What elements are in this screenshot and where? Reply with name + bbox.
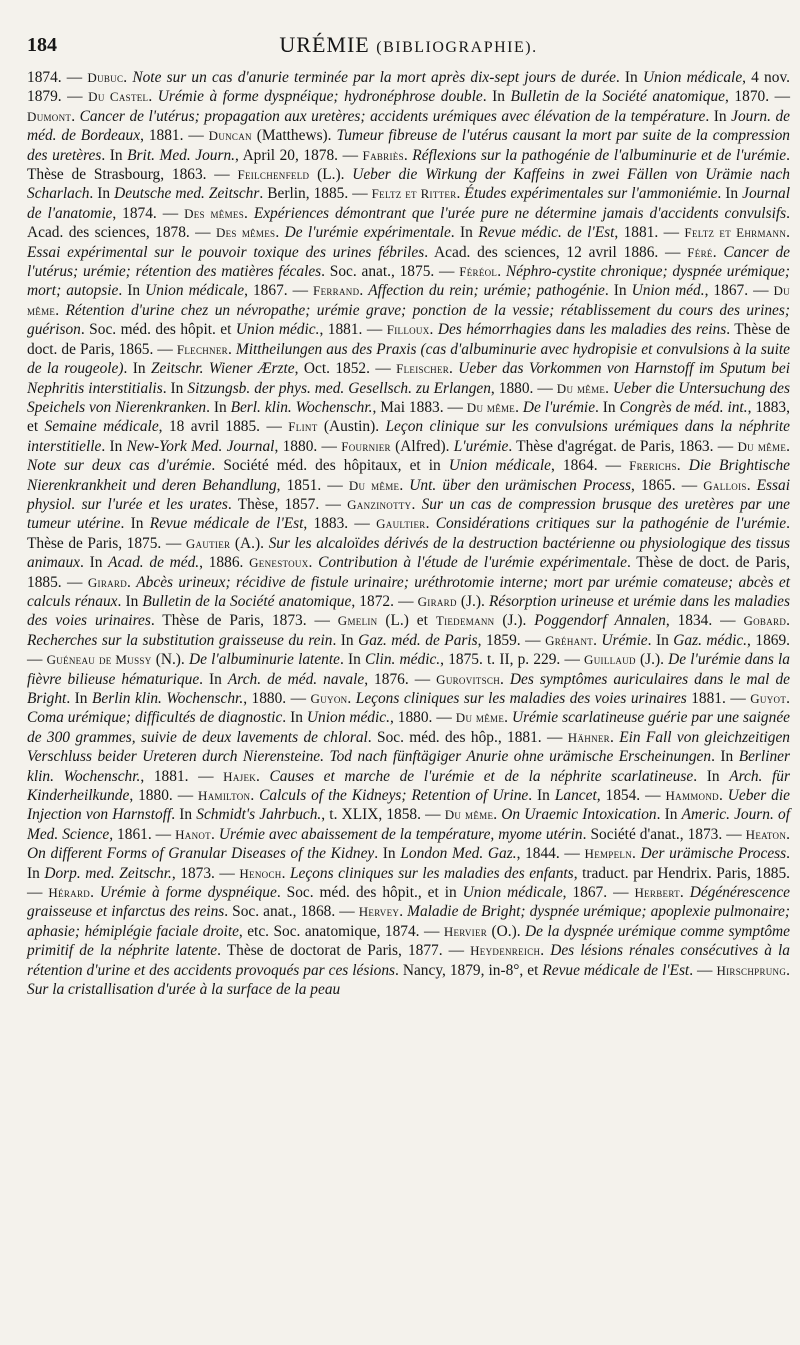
author-name: Gobard: [743, 613, 787, 629]
citation-text: , 1851. —: [276, 476, 349, 494]
citation-text: . In: [117, 592, 143, 610]
work-title: Sur les alcaloïdes dérivés de la destruction bactérienne ou physiologique des tissus animaux: [27, 534, 791, 572]
citation-text: .: [676, 457, 689, 475]
citation-text: .: [281, 864, 290, 882]
work-title: London Med. Gaz.: [400, 845, 517, 863]
work-title: Die Brightische Nierenkrankheit und deren Behandlung: [27, 457, 791, 494]
work-title: Revue médicale de l'Est: [149, 515, 304, 533]
author-name: Du même: [466, 399, 516, 415]
citation-text: , 1872. —: [351, 592, 418, 610]
citation-text: .: [540, 942, 551, 960]
author-name: Fournier: [341, 438, 391, 454]
citation-text: .: [786, 825, 791, 843]
citation-text: (Matthews).: [251, 127, 337, 145]
citation-text: .: [148, 88, 158, 106]
author-name: Du même: [455, 710, 505, 726]
work-title: On Uraemic Intoxication: [501, 806, 657, 824]
citation-text: , 1875. t. II, p. 229. —: [440, 651, 585, 669]
author-name: Du même: [27, 283, 790, 318]
citation-text: .: [786, 690, 790, 707]
author-name: Du même: [556, 380, 606, 396]
work-title: Des hémorrhagies dans les maladies des reins: [437, 321, 727, 339]
work-title: Sur la cristallisation d'urée à la surface de la peau: [27, 981, 341, 999]
citation-text: , 18 avril 1885. —: [158, 418, 289, 436]
work-title: Réflexions sur la pathogénie de l'albuminurie et de l'urémie: [412, 146, 787, 164]
citation-text: , 1865. —: [631, 476, 704, 494]
work-title: Dorp. med. Zeitschr.: [44, 864, 172, 882]
work-title: Acad. de méd.: [108, 554, 200, 572]
citation-text: . Société méd. des hôpitaux, et in: [211, 457, 449, 475]
work-title: Urémie scarlatineuse guérie par une saignée de 300 grammes, suivie de deux lavements de chloral: [27, 709, 790, 746]
citation-text: , 1881. —: [319, 321, 387, 339]
author-name: Hérard: [48, 885, 91, 901]
author-name: Hanot: [175, 826, 211, 842]
author-name: Gaultier: [376, 516, 426, 532]
author-name: Guillaud: [584, 652, 636, 668]
work-title: Journal de l'anatomie: [27, 185, 791, 222]
citation-text: . Soc. méd. des hôp., 1881. —: [367, 728, 568, 746]
citation-text: . In: [374, 845, 401, 863]
citation-text: , 1880. —: [243, 690, 311, 707]
citation-text: , 1886.: [199, 554, 250, 572]
citation-text: , etc. Soc. anatomique, 1874. —: [238, 922, 444, 940]
author-name: Féré: [687, 244, 713, 260]
work-title: Der urämische Process: [640, 845, 787, 863]
work-title: Union médicale: [642, 69, 743, 86]
citation-text: , 1859. —: [477, 631, 546, 649]
work-title: On different Forms of Granular Diseases of the Kidney: [27, 845, 375, 863]
citation-text: , 1861. —: [109, 825, 176, 843]
citation-text: . In: [101, 146, 128, 164]
work-title: Brit. Med. Journ.: [127, 146, 236, 164]
work-title: Americ. Journ. of Med. Science: [27, 806, 790, 843]
citation-text: .: [718, 787, 728, 805]
citation-text: .: [244, 204, 254, 222]
citation-text: .: [515, 398, 523, 416]
running-title-subtitle: (BIBLIOGRAPHIE).: [376, 39, 538, 56]
citation-text: .: [403, 146, 413, 164]
citation-text: (J.).: [635, 651, 669, 669]
citation-text: . In: [282, 709, 307, 727]
citation-text: . In: [89, 185, 115, 203]
author-name: Gréhant: [545, 632, 594, 648]
citation-text: . In: [120, 515, 150, 533]
citation-text: , 4 nov. 1879. —: [27, 69, 790, 106]
citation-text: . Thèse de Paris, 1873. —: [150, 612, 338, 630]
citation-text: (J.).: [494, 612, 535, 630]
work-title: De l'urémie: [522, 398, 596, 416]
citation-text: .: [712, 243, 724, 261]
citation-text: .: [786, 961, 790, 979]
citation-text: , 1880. —: [389, 709, 456, 727]
citation-text: . In: [656, 806, 682, 824]
author-name: Hähner: [567, 729, 610, 745]
citation-text: . Soc. anat., 1875. —: [321, 263, 460, 281]
citation-text: .: [90, 884, 100, 902]
citation-text: . In: [604, 282, 632, 300]
citation-text: , 1867. —: [562, 884, 635, 902]
citation-text: , 1867. —: [704, 282, 774, 300]
citation-text: , 1870. —: [725, 88, 790, 106]
work-title: Arch. de méd. navale: [227, 670, 365, 688]
work-title: Union méd.: [631, 282, 705, 300]
work-title: Leçon clinique sur les convulsions urémiques dans la néphrite interstitielle: [27, 418, 790, 455]
citation-text: 1881. —: [686, 690, 751, 707]
citation-text: .: [359, 282, 369, 300]
citation-text: . In: [80, 554, 109, 572]
citation-text: . Soc. méd. des hôpit., et in: [276, 884, 463, 902]
citation-text: , 1864. —: [550, 457, 630, 475]
citation-text: .: [429, 321, 438, 339]
work-title: Contribution à l'étude de l'urémie expérimentale: [318, 554, 627, 572]
citation-text: . Soc. méd. des hôpit. et: [80, 321, 236, 339]
citation-text: . In: [482, 88, 511, 106]
citation-text: . In: [705, 107, 732, 125]
author-name: Feilchenfeld: [237, 167, 310, 183]
citation-text: , 1834. —: [665, 612, 744, 630]
work-title: Leçons cliniques sur les maladies des voies urinaires: [355, 690, 687, 707]
citation-text: .: [227, 340, 236, 358]
citation-text: .: [605, 379, 614, 397]
work-title: Ueber die Wirkung der Kaffeins in zwei Fällen von Urämie nach Scharlach: [27, 166, 790, 203]
citation-text: , 1881. —: [140, 127, 209, 145]
work-title: Tumeur fibreuse de l'utérus causant la mort par suite de la compression des uretères: [27, 127, 790, 164]
work-title: Arch. für Kinderheilkunde: [27, 767, 790, 805]
work-title: Rétention d'urine chez un névropathe; urémie grave; ponction de la vessie; rétablissement du cours des urines; guérison: [27, 301, 790, 339]
work-title: Schmidt's Jahrbuch.: [196, 806, 322, 824]
work-title: Mittheilungen aus des Praxis (cas d'albuminurie avec hydropisie et convulsions à la suite de la rougeole): [27, 340, 791, 378]
work-title: Essai physiol. sur l'urée et les urates: [27, 476, 791, 513]
citation-text: , 1873. —: [171, 864, 240, 882]
work-title: Cancer de l'utérus; urémie; rétention des matières fécales: [27, 243, 790, 281]
author-name: Girard: [87, 574, 128, 590]
citation-text: , 1883, et: [27, 398, 790, 436]
author-name: Féréol: [459, 264, 498, 280]
author-name: Dumont: [27, 108, 72, 124]
citation-text: . —: [689, 961, 717, 979]
citation-text: . In: [118, 282, 146, 300]
author-name: Girard: [417, 593, 457, 609]
citation-text: , April 20, 1878. —: [235, 146, 363, 164]
author-name: Genestoux: [249, 555, 309, 571]
author-name: Hempeln: [584, 846, 632, 862]
citation-text: , 1881. —: [614, 224, 685, 242]
work-title: Berlin klin. Wochenschr.: [92, 690, 244, 707]
work-title: Affection du rein; urémie; pathogénie: [368, 282, 605, 300]
work-title: Berliner klin. Wochenschr.: [27, 748, 790, 785]
citation-text: .: [127, 573, 137, 591]
citation-text: , 1881. —: [140, 767, 224, 785]
citation-text: , Oct. 1852. —: [294, 360, 397, 378]
citation-text: , 1880. —: [490, 379, 557, 397]
work-title: Urémie: [601, 631, 648, 649]
author-name: Gmelin: [337, 613, 378, 629]
citation-text: . Thèse de Strasbourg, 1863. —: [27, 146, 791, 184]
citation-text: , 1880. —: [129, 787, 199, 805]
citation-text: , 1867. —: [244, 282, 314, 300]
citation-text: . In: [693, 767, 730, 785]
citation-text: . Thèse de doct. de Paris, 1885. —: [27, 554, 790, 591]
citation-text: 1874. —: [27, 69, 88, 86]
work-title: Bulletin de la Société anatomique: [510, 88, 726, 106]
author-name: Des mêmes: [215, 225, 276, 241]
work-title: Note sur un cas d'anurie terminée par la mort après dix-sept jours de durée: [132, 69, 616, 86]
citation-text: , 1880. —: [274, 437, 342, 455]
work-title: De la dyspnée urémique comme symptôme primitif de la néphrite latente: [27, 922, 790, 960]
citation-text: .: [679, 884, 690, 902]
work-title: Sur un cas de compression brusque des uretères par une tumeur utérine: [27, 495, 790, 533]
work-title: Semaine médicale: [44, 418, 159, 436]
work-title: Cancer de l'utérus; propagation aux uretères; accidents urémiques avec élévation de la température: [79, 107, 706, 125]
citation-text: (L.).: [309, 166, 353, 184]
author-name: Guéneau de Mussy: [46, 652, 152, 668]
work-title: Gaz. méd. de Paris: [358, 631, 478, 649]
work-title: Études expérimentales sur l'ammoniémie: [464, 185, 718, 203]
work-title: Bulletin de la Société anatomique: [142, 592, 352, 610]
author-name: Duncan: [208, 128, 252, 144]
citation-text: . Thèse de Paris, 1875. —: [27, 515, 790, 552]
work-title: Revue médic. de l'Est: [478, 224, 615, 242]
work-title: Urémie à forme dyspnéique; hydronéphrose double: [157, 88, 483, 106]
author-name: Ferrand: [313, 283, 360, 299]
author-name: Hervey: [358, 904, 400, 920]
citation-text: .: [609, 728, 620, 746]
citation-text: .: [504, 709, 512, 727]
citation-text: , 1883. —: [303, 515, 377, 533]
citation-text: . In: [615, 69, 643, 86]
author-name: Hirschprung: [716, 962, 787, 978]
citation-text: .: [786, 224, 790, 242]
work-title: Néphro-cystite chronique; dyspnée urémique; mort; autopsie: [27, 263, 791, 300]
work-title: Ueber die Untersuchung des Speichels von Nierenkranken: [27, 379, 790, 416]
author-name: Gallois: [703, 477, 747, 493]
work-title: Leçons cliniques sur les maladies des enfants: [289, 864, 574, 882]
citation-text: .: [308, 554, 319, 572]
work-title: Lancet: [554, 787, 597, 805]
author-name: Des mêmes: [184, 205, 245, 221]
work-title: Recherches sur la substitution graisseuse du rein: [27, 631, 333, 649]
citation-text: . In: [171, 806, 197, 824]
work-title: De l'urémie expérimentale: [284, 224, 451, 242]
citation-text: .: [632, 845, 641, 863]
citation-text: .: [786, 437, 790, 455]
citation-text: . Société d'anat., 1873. —: [582, 825, 746, 843]
work-title: De l'urémie dans la fièvre bilieuse hématurique: [27, 651, 790, 688]
citation-text: .: [123, 69, 133, 86]
work-title: Causes et marche de l'urémie et de la néphrite scarlatineuse: [269, 767, 694, 785]
work-title: Congrès de méd. int.: [619, 398, 748, 416]
citation-text: . In: [717, 185, 743, 203]
citation-text: . In: [123, 360, 151, 378]
citation-text: . In: [595, 398, 620, 416]
author-name: Fabriès: [362, 147, 404, 163]
author-name: Hammond: [665, 788, 719, 804]
author-name: Hervier: [443, 923, 488, 939]
citation-text: .: [497, 263, 506, 281]
citation-text: . In: [339, 651, 366, 669]
work-title: Sitzungsb. der phys. med. Gesellsch. zu Erlangen: [187, 379, 491, 397]
work-title: Union médic.: [235, 321, 320, 339]
citation-text: (Alfred).: [390, 437, 454, 455]
citation-text: (L.) et: [377, 612, 436, 630]
work-title: Revue médicale de l'Est: [542, 961, 690, 979]
citation-text: , 1876. —: [364, 670, 437, 688]
citation-text: , 1869. —: [27, 631, 791, 669]
citation-text: . Thèse d'agrégat. de Paris, 1863. —: [508, 437, 738, 455]
running-title-main: URÉMIE: [279, 32, 370, 57]
citation-text: (N.).: [151, 651, 189, 669]
citation-text: . In: [162, 379, 188, 397]
citation-text: .: [500, 670, 510, 688]
citation-text: , 1844. —: [516, 845, 585, 863]
citation-text: . In: [206, 398, 231, 416]
citation-text: . In: [66, 690, 92, 707]
citation-text: , 1854. —: [596, 787, 666, 805]
work-title: Gaz. médic.: [673, 631, 748, 649]
citation-text: (A.).: [230, 534, 269, 552]
work-title: Des symptômes auriculaires dans le mal de Bright: [27, 670, 790, 707]
bibliography-text: [27, 68, 790, 1000]
citation-text: .: [399, 476, 410, 494]
author-name: Du même: [737, 438, 787, 454]
work-title: Unt. über den urämischen Process: [409, 476, 632, 494]
citation-text: . Nancy, 1879, in-8°, et: [395, 961, 543, 979]
citation-text: . In: [528, 787, 555, 805]
citation-text: .: [210, 825, 219, 843]
work-title: Union médicale: [145, 282, 245, 300]
work-title: Coma urémique; difficultés de diagnostic: [27, 709, 283, 727]
citation-text: .: [449, 360, 459, 378]
citation-text: . Thèse de doctorat de Paris, 1877. —: [217, 942, 471, 960]
citation-text: .: [347, 690, 356, 707]
citation-text: , t. XLIX, 1858. —: [321, 806, 445, 824]
work-title: Urémie avec abaissement de la température, myome utérin: [218, 825, 583, 843]
page-number: 184: [27, 34, 57, 56]
author-name: Gautier: [185, 535, 231, 551]
work-title: Poggendorf Annalen: [534, 612, 666, 630]
citation-text: . Acad. des sciences, 1878. —: [27, 204, 790, 242]
author-name: Flint: [288, 419, 318, 435]
citation-text: .: [399, 903, 408, 921]
work-title: Essai expérimental sur le pouvoir toxique des urines fébriles: [27, 243, 425, 261]
work-title: Considérations critiques sur la pathogénie de l'urémie: [435, 515, 787, 533]
citation-text: . Thèse de doct. de Paris, 1865. —: [27, 321, 791, 358]
author-name: Tiedemann: [435, 613, 495, 629]
work-title: Union médicale: [448, 457, 551, 475]
citation-text: (J.).: [456, 592, 490, 610]
citation-text: .: [256, 767, 270, 785]
author-name: Du même: [444, 807, 494, 823]
citation-text: . In: [647, 631, 674, 649]
citation-text: , Mai 1883. —: [372, 398, 467, 416]
work-title: Urémie à forme dyspnéique: [99, 884, 277, 902]
author-name: Herbert: [634, 885, 680, 901]
citation-text: .: [275, 224, 285, 242]
citation-text: . In: [450, 224, 479, 242]
work-title: Clin. médic.: [365, 651, 441, 669]
running-head: [27, 30, 790, 68]
work-title: Berl. klin. Wochenschr.: [230, 398, 373, 416]
author-name: Du même: [348, 477, 400, 493]
work-title: New-York Med. Journal: [126, 437, 275, 455]
citation-text: (Austin).: [317, 418, 386, 436]
citation-text: .: [411, 495, 422, 513]
citation-text: .: [593, 631, 602, 649]
author-name: Henoch: [239, 865, 282, 881]
citation-text: .: [746, 476, 757, 494]
citation-text: .: [456, 185, 465, 203]
author-name: Heaton: [745, 826, 787, 842]
citation-text: (O.).: [487, 922, 526, 940]
author-name: Guyot: [750, 691, 787, 706]
citation-text: .: [71, 107, 80, 125]
author-name: Hamilton: [198, 788, 251, 804]
work-title: Abcès urineux; récidive de fistule urinaire; uréthrotomie interne; mort par urémie comateuse; abcès et calculs rénaux: [27, 573, 790, 610]
running-title: [27, 32, 790, 58]
citation-text: . Berlin, 1885. —: [259, 185, 372, 203]
work-title: Union médic.: [306, 709, 390, 727]
work-title: De l'albuminurie latente: [188, 651, 340, 669]
work-title: Union médicale: [462, 884, 563, 902]
work-title: Ein Fall von gleichzeitigen Verschluss beider Ureteren durch Nierensteine. Tod nach fünftägiger Anurie ohne urämische Erscheinungen: [27, 728, 790, 766]
work-title: Zeitschr. Wiener Ærzte: [150, 360, 295, 378]
author-name: Du Castel: [88, 89, 149, 105]
citation-text: .: [250, 787, 260, 805]
author-name: Feltz et Ehrmann: [684, 225, 787, 241]
citation-text: , 1874. —: [112, 204, 185, 222]
author-name: Ganzinotty: [347, 496, 412, 512]
work-title: Maladie de Bright; dyspnée urémique; apoplexie pulmonaire; aphasie; hémiplégie faciale droite: [27, 903, 790, 940]
author-name: Hajek: [223, 768, 257, 784]
work-title: Calculs of the Kidneys; Retention of Urine: [259, 787, 529, 805]
citation-text: . Soc. anat., 1868. —: [224, 903, 359, 921]
author-name: Filloux: [386, 322, 430, 338]
work-title: L'urémie: [453, 437, 509, 455]
work-title: Journ. de méd. de Bordeaux: [27, 107, 790, 145]
citation-text: . In: [711, 748, 739, 766]
work-title: Expériences démontrant que l'urée pure ne détermine jamais d'accidents convulsifs: [253, 204, 787, 222]
citation-text: .: [493, 806, 502, 824]
work-title: Ueber die Injection von Harnstoff: [27, 787, 790, 824]
author-name: Heydenreich: [470, 943, 541, 959]
citation-text: . In: [27, 845, 790, 882]
work-title: Dégénérescence graisseuse et infarctus des reins: [27, 884, 790, 921]
author-name: Dubuc: [87, 70, 124, 85]
author-name: Feltz et Ritter: [371, 186, 457, 202]
citation-text: .: [786, 612, 790, 630]
author-name: Flechner: [176, 341, 228, 357]
work-title: Note sur deux cas d'urémie: [27, 457, 212, 475]
work-title: Résorption urineuse et urémie dans les maladies des voies urinaires: [27, 592, 790, 630]
author-name: Gurovitsch: [436, 671, 501, 687]
citation-text: .: [425, 515, 436, 533]
author-name: Guyon: [310, 691, 348, 706]
work-title: Ueber das Vorkommen von Harnstoff im Sputum bei Nephritis interstitialis: [27, 360, 791, 397]
citation-text: . In: [332, 631, 359, 649]
citation-text: .: [55, 301, 66, 319]
work-title: Des lésions rénales consécutives à la rétention d'urine et des accidents provoqués par ces lésions: [27, 942, 790, 979]
work-title: Deutsche med. Zeitschr: [114, 185, 260, 203]
citation-text: . In: [101, 437, 127, 455]
citation-text: , traduct. par Hendrix. Paris, 1885. —: [27, 864, 791, 902]
citation-text: . In: [199, 670, 228, 688]
citation-text: . Thèse, 1857. —: [227, 495, 348, 513]
citation-text: . Acad. des sciences, 12 avril 1886. —: [424, 243, 688, 261]
author-name: Fleischer: [396, 361, 450, 377]
author-name: Frerichs: [629, 458, 677, 474]
